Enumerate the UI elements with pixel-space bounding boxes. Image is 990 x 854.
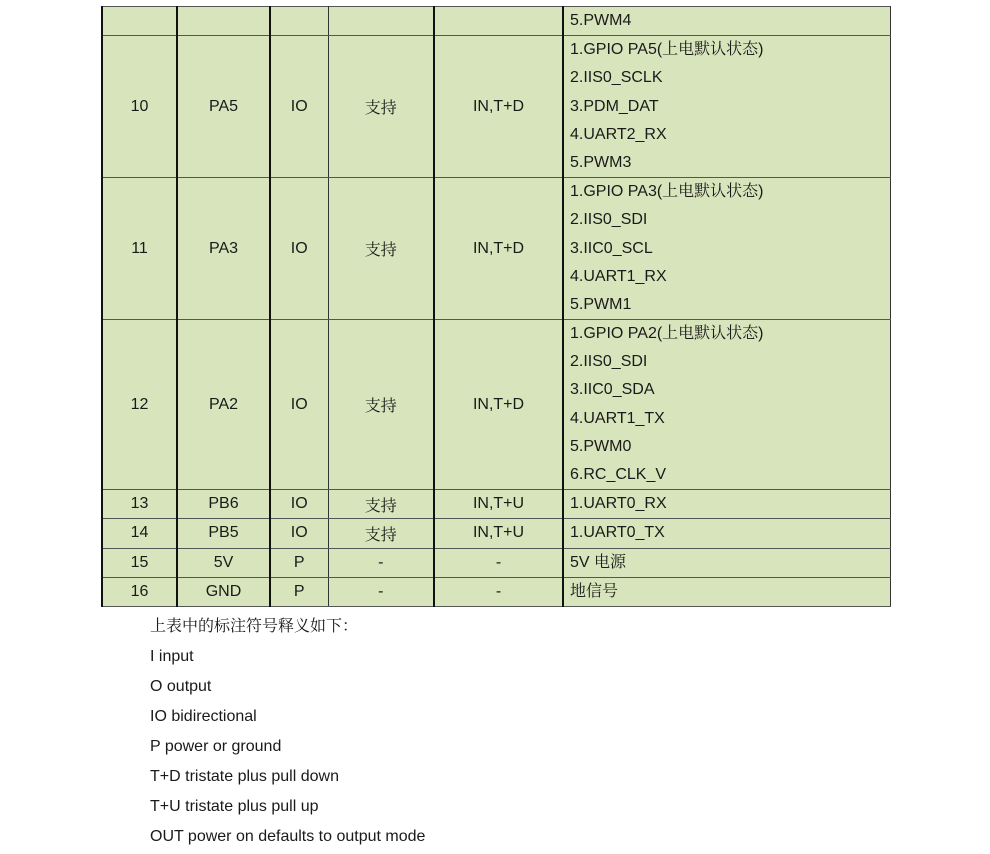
function-item: 地信号 [570,582,619,600]
pin-support-cell: 支持 [328,36,434,178]
table-row [102,36,890,178]
pin-support-cell: 支持 [328,178,434,320]
pin-number-cell: 16 [102,577,177,606]
pin-name-cell [177,7,270,36]
pin-functions-cell [563,7,890,36]
pin-functions-cell [563,36,890,178]
legend-intro: 上表中的标注符号释义如下： [150,618,359,635]
legend-item: T+U tristate plus pull up [150,798,319,815]
pin-state-cell: IN,T+U [434,519,563,548]
legend-item: P power or ground [150,738,282,755]
function-item: 1.GPIO PA3(上电默认状态) [570,183,764,201]
pin-number-cell: 11 [102,178,177,320]
function-item: 6.RC_CLK_V [570,466,667,483]
pin-state-cell: IN,T+U [434,490,563,519]
pin-state-cell [434,7,563,36]
pin-type-cell: IO [270,519,328,548]
pin-number-cell: 13 [102,490,177,519]
pin-number-cell [102,7,177,36]
pin-type-cell: IO [270,320,328,490]
table-row [102,548,890,577]
pin-functions-cell [563,519,890,548]
table-row [102,320,890,490]
function-item: 1.UART0_RX [570,495,667,513]
function-item: 4.UART1_TX [570,409,665,427]
function-item: 1.GPIO PA5(上电默认状态) [570,41,764,59]
pin-name-cell: PB6 [177,490,270,519]
pin-type-cell [270,7,328,36]
pin-type-cell: IO [270,490,328,519]
pin-table-body [102,7,890,607]
pin-type-cell: IO [270,178,328,320]
pin-state-cell: IN,T+D [434,320,563,490]
function-item: 5V 电源 [570,553,627,571]
table-row [102,7,890,36]
table-row [102,490,890,519]
function-item: 2.IIS0_SCLK [570,69,663,87]
pin-support-cell [328,7,434,36]
table-row [102,178,890,320]
function-item: 5.PWM0 [570,437,632,455]
function-item: 2.IIS0_SDI [570,211,648,229]
function-item: 1.GPIO PA2(上电默认状态) [570,325,764,343]
legend-item: OUT power on defaults to output mode [150,828,426,845]
pin-support-cell: 支持 [328,320,434,490]
pin-table [101,6,891,607]
function-item: 1.UART0_TX [570,524,665,542]
pin-state-cell: - [434,577,563,606]
pin-support-cell: - [328,548,434,577]
function-item: 5.PWM4 [570,12,632,29]
function-item: 2.IIS0_SDI [570,353,648,371]
pin-name-cell: PA3 [177,178,270,320]
pin-name-cell: GND [177,577,270,606]
pin-state-cell: IN,T+D [434,36,563,178]
pin-functions-cell [563,548,890,577]
pin-state-cell: - [434,548,563,577]
function-item: 3.IIC0_SCL [570,239,653,257]
pin-support-cell: 支持 [328,490,434,519]
pin-type-cell: P [270,577,328,606]
pin-name-cell: PB5 [177,519,270,548]
legend-item: O output [150,678,212,695]
legend-notes [150,612,425,852]
pin-type-cell: IO [270,36,328,178]
pin-functions-cell [563,490,890,519]
pin-name-cell: 5V [177,548,270,577]
function-item: 5.PWM3 [570,153,632,171]
pin-number-cell: 14 [102,519,177,548]
table-row [102,577,890,606]
pin-functions-cell [563,178,890,320]
pin-number-cell: 12 [102,320,177,490]
pin-number-cell: 10 [102,36,177,178]
table-row [102,519,890,548]
pin-type-cell: P [270,548,328,577]
legend-item: T+D tristate plus pull down [150,768,339,785]
pin-name-cell: PA2 [177,320,270,490]
pin-name-cell: PA5 [177,36,270,178]
function-item: 3.PDM_DAT [570,97,659,115]
pin-functions-cell [563,577,890,606]
legend-item: I input [150,648,194,665]
legend-item: IO bidirectional [150,708,257,725]
pin-support-cell: 支持 [328,519,434,548]
pin-functions-cell [563,320,890,490]
function-item: 5.PWM1 [570,295,632,313]
pin-support-cell: - [328,577,434,606]
function-item: 4.UART2_RX [570,125,667,143]
pin-state-cell: IN,T+D [434,178,563,320]
function-item: 4.UART1_RX [570,267,667,285]
pin-number-cell: 15 [102,548,177,577]
function-item: 3.IIC0_SDA [570,381,655,399]
